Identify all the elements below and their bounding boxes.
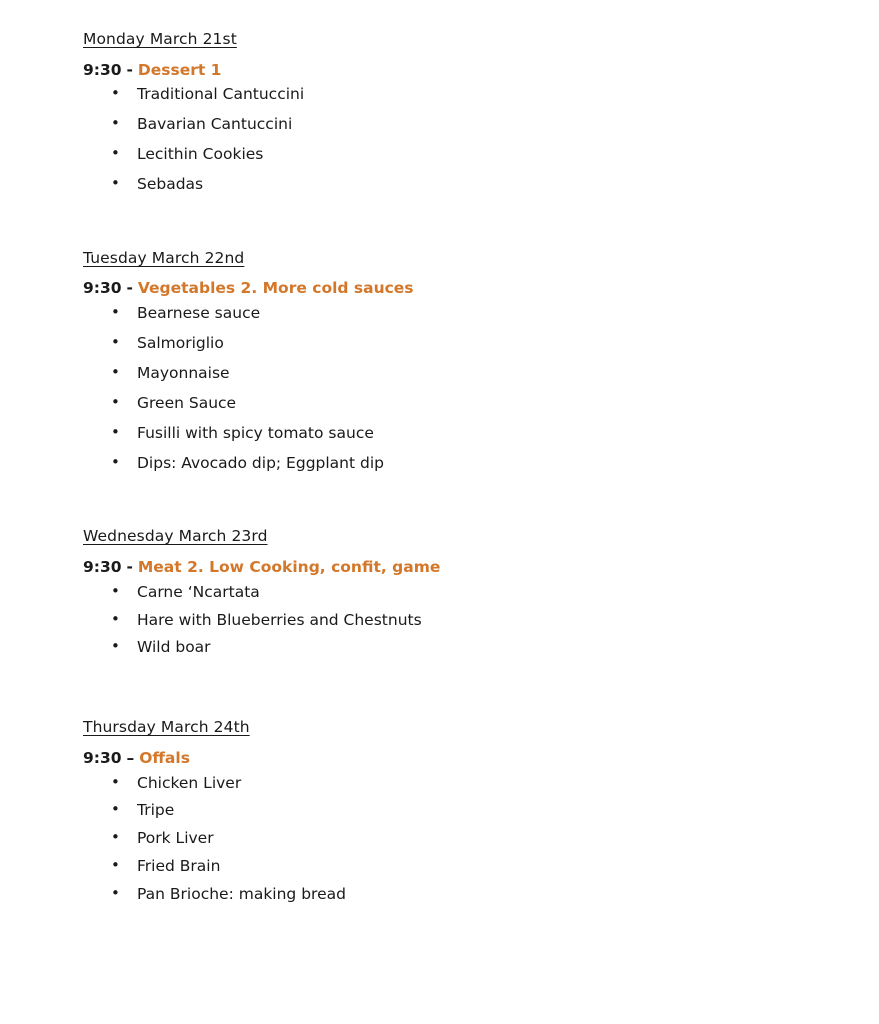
session-separator: -	[126, 279, 133, 298]
list-item: • Pan Brioche: making bread	[83, 885, 839, 904]
block-spacer	[83, 205, 839, 249]
schedule-day-block	[83, 718, 839, 904]
list-item: • Wild boar	[83, 638, 839, 657]
day-heading: Tuesday March 22nd	[83, 248, 245, 267]
list-item: • Sebadas	[83, 175, 839, 194]
session-separator: –	[126, 748, 135, 767]
session-line	[83, 279, 839, 298]
session-item-list	[83, 304, 839, 472]
block-spacer	[83, 483, 839, 527]
list-item: • Dips: Avocado dip; Eggplant dip	[83, 454, 839, 473]
session-separator: -	[126, 60, 133, 79]
session-line	[83, 61, 839, 80]
session-item-list	[83, 583, 839, 658]
list-item: • Chicken Liver	[83, 774, 839, 793]
schedule-day-block	[83, 249, 839, 528]
block-spacer	[83, 666, 839, 718]
schedule-day-block	[83, 30, 839, 249]
list-item: • Salmoriglio	[83, 334, 839, 353]
schedule-day-block	[83, 527, 839, 718]
session-line	[83, 749, 839, 768]
session-time: 9:30	[83, 748, 122, 767]
session-topic: Meat 2. Low Cooking, confit, game	[137, 558, 441, 577]
list-item: • Tripe	[83, 801, 839, 820]
day-heading: Wednesday March 23rd	[83, 527, 268, 546]
list-item: • Fried Brain	[83, 857, 839, 876]
list-item: • Traditional Cantuccini	[83, 85, 839, 104]
session-topic: Vegetables 2. More cold sauces	[137, 279, 414, 298]
session-line	[83, 558, 839, 577]
session-time: 9:30	[83, 60, 122, 79]
session-item-list	[83, 85, 839, 194]
list-item: • Mayonnaise	[83, 364, 839, 383]
list-item: • Bavarian Cantuccini	[83, 115, 839, 134]
session-separator: -	[126, 558, 133, 577]
session-time: 9:30	[83, 279, 122, 298]
day-heading: Thursday March 24th	[83, 718, 250, 737]
list-item: • Carne ‘Ncartata	[83, 583, 839, 602]
list-item: • Green Sauce	[83, 394, 839, 413]
list-item: • Fusilli with spicy tomato sauce	[83, 424, 839, 443]
session-topic: Offals	[139, 748, 190, 767]
list-item: • Hare with Blueberries and Chestnuts	[83, 611, 839, 630]
session-time: 9:30	[83, 558, 122, 577]
session-topic: Dessert 1	[137, 60, 222, 79]
day-heading: Monday March 21st	[83, 30, 237, 48]
session-item-list	[83, 774, 839, 905]
list-item: • Bearnese sauce	[83, 304, 839, 323]
list-item: • Lecithin Cookies	[83, 145, 839, 164]
list-item: • Pork Liver	[83, 829, 839, 848]
